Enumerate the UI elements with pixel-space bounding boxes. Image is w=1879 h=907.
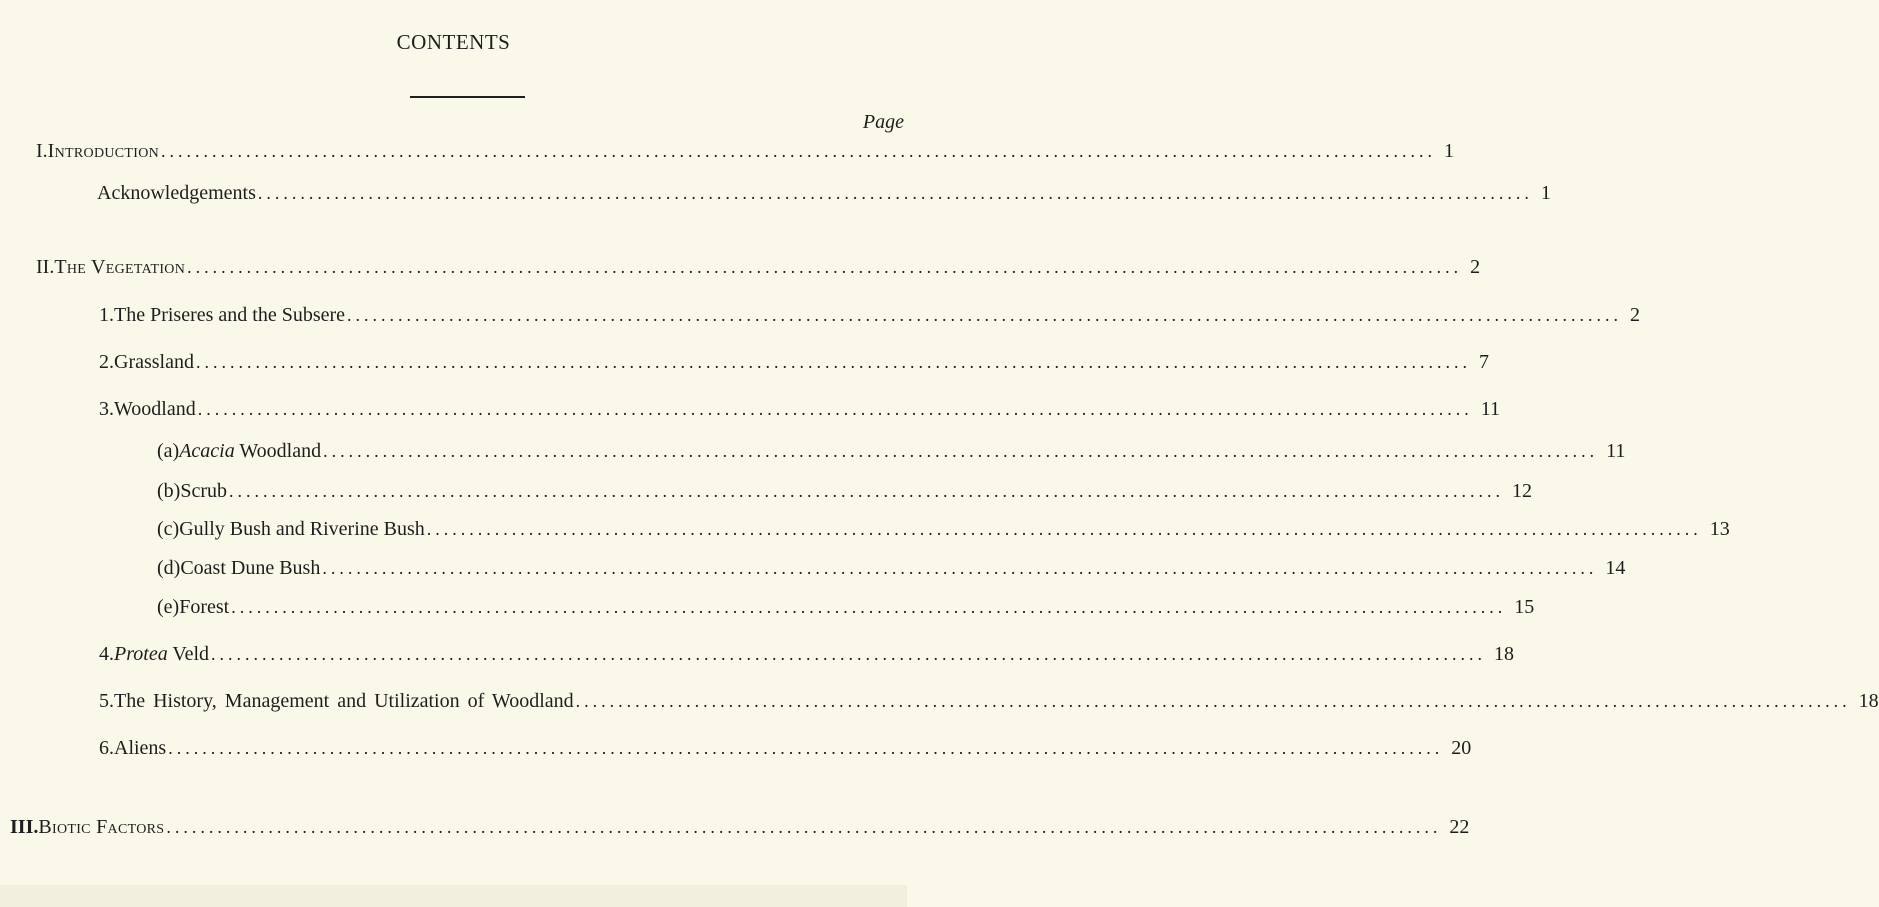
dot-leader: ......................................................................................................................................................	[197, 399, 1473, 419]
toc-entry-label: The Vegetation	[54, 256, 186, 278]
toc-entry-page: 7	[1478, 351, 1489, 373]
toc-entry-label: Introduction	[47, 140, 160, 162]
dot-leader: ......................................................................................................................................................	[323, 441, 1599, 461]
toc-entry-label: Acknowledgements	[97, 182, 256, 204]
page-column-heading: Page	[862, 111, 904, 133]
toc-entry-number: III.	[10, 816, 39, 838]
dot-leader: ......................................................................................................................................................	[166, 817, 1442, 837]
toc-entry-coast-dune-bush[interactable]	[157, 557, 1626, 583]
toc-entry-label-rest: Woodland	[239, 440, 322, 462]
toc-entry-acknowledgements[interactable]	[97, 182, 1551, 208]
toc-entry-page: 20	[1451, 737, 1472, 759]
dot-leader: ......................................................................................................................................................	[575, 691, 1851, 711]
title-rule	[410, 96, 525, 98]
dot-leader: ......................................................................................................................................................	[211, 644, 1487, 664]
toc-entry-label: Grassland	[114, 351, 194, 373]
toc-entry-number: 4.	[99, 643, 114, 665]
dot-leader: ......................................................................................................................................................	[322, 558, 1598, 578]
toc-entry-number: I.	[36, 140, 48, 162]
toc-entry-label-rest: Veld	[172, 643, 210, 665]
toc-entry-label	[179, 440, 321, 463]
toc-entry-label: Aliens	[114, 737, 167, 759]
dot-leader: ......................................................................................................................................................	[231, 597, 1507, 617]
dot-leader: ......................................................................................................................................................	[195, 352, 1471, 372]
toc-entry-priseres[interactable]	[99, 304, 1641, 330]
toc-entry-woodland[interactable]	[99, 398, 1500, 424]
toc-entry-number: 2.	[99, 351, 114, 373]
toc-entry-page: 14	[1605, 557, 1626, 579]
toc-entry-number: (d)	[157, 557, 181, 579]
toc-entry-number: II.	[36, 256, 55, 278]
toc-entry-page: 2	[1470, 256, 1481, 278]
toc-entry-page: 1	[1444, 140, 1455, 162]
toc-entry-number: (b)	[157, 480, 181, 502]
paper-edge	[0, 885, 907, 907]
toc-entry-page: 18	[1494, 643, 1515, 665]
toc-entry-number: (e)	[157, 596, 180, 618]
toc-entry-history-woodland[interactable]	[99, 690, 1879, 716]
toc-entry-label: Coast Dune Bush	[180, 557, 321, 579]
toc-entry-introduction[interactable]	[36, 140, 1455, 166]
toc-entry-number: 3.	[99, 398, 114, 420]
toc-entry-number: (a)	[157, 440, 180, 462]
dot-leader: ......................................................................................................................................................	[161, 141, 1437, 161]
page-title: CONTENTS	[396, 30, 511, 54]
toc-entry-acacia-woodland[interactable]	[157, 440, 1626, 466]
dot-leader: ......................................................................................................................................................	[347, 305, 1623, 325]
toc-entry-number: 1.	[99, 304, 114, 326]
toc-entry-label-italic: Acacia	[179, 440, 235, 462]
toc-entry-page: 1	[1540, 182, 1551, 204]
toc-entry-label-italic: Protea	[114, 643, 168, 665]
toc-entry-page: 18	[1858, 690, 1879, 712]
toc-entry-scrub[interactable]	[157, 480, 1532, 506]
dot-leader: ......................................................................................................................................................	[229, 481, 1504, 501]
toc-entry-page: 2	[1630, 304, 1641, 326]
toc-entry-gully-bush[interactable]	[157, 518, 1730, 544]
toc-entry-forest[interactable]	[157, 596, 1535, 622]
toc-entry-protea-veld[interactable]	[99, 643, 1515, 669]
dot-leader: ......................................................................................................................................................	[187, 257, 1463, 277]
toc-entry-vegetation[interactable]	[36, 256, 1481, 282]
toc-entry-label: The History, Management and Utilization of Woodland	[114, 690, 574, 712]
toc-entry-number: (c)	[157, 518, 180, 540]
toc-entry-biotic-factors[interactable]	[10, 816, 1470, 842]
dot-leader: ......................................................................................................................................................	[426, 519, 1702, 539]
toc-entry-label: Gully Bush and Riverine Bush	[179, 518, 425, 540]
toc-entry-page: 22	[1449, 816, 1470, 838]
dot-leader: ......................................................................................................................................................	[168, 738, 1444, 758]
toc-entry-page: 11	[1606, 440, 1626, 462]
toc-entry-number: 6.	[99, 737, 114, 759]
toc-entry-aliens[interactable]	[99, 737, 1472, 763]
toc-entry-label: The Priseres and the Subsere	[114, 304, 346, 326]
toc-entry-page: 12	[1512, 480, 1532, 502]
toc-entry-label: Forest	[179, 596, 230, 618]
toc-entry-label	[114, 643, 209, 666]
toc-entry-number: 5.	[99, 690, 114, 712]
toc-entry-label: Biotic Factors	[38, 816, 165, 838]
toc-entry-page: 15	[1514, 596, 1535, 618]
toc-entry-label: Woodland	[114, 398, 196, 420]
toc-entry-page: 11	[1480, 398, 1500, 420]
toc-entry-label: Scrub	[180, 480, 227, 502]
toc-entry-grassland[interactable]	[99, 351, 1489, 377]
toc-entry-page: 13	[1709, 518, 1730, 540]
dot-leader: ......................................................................................................................................................	[257, 183, 1533, 203]
